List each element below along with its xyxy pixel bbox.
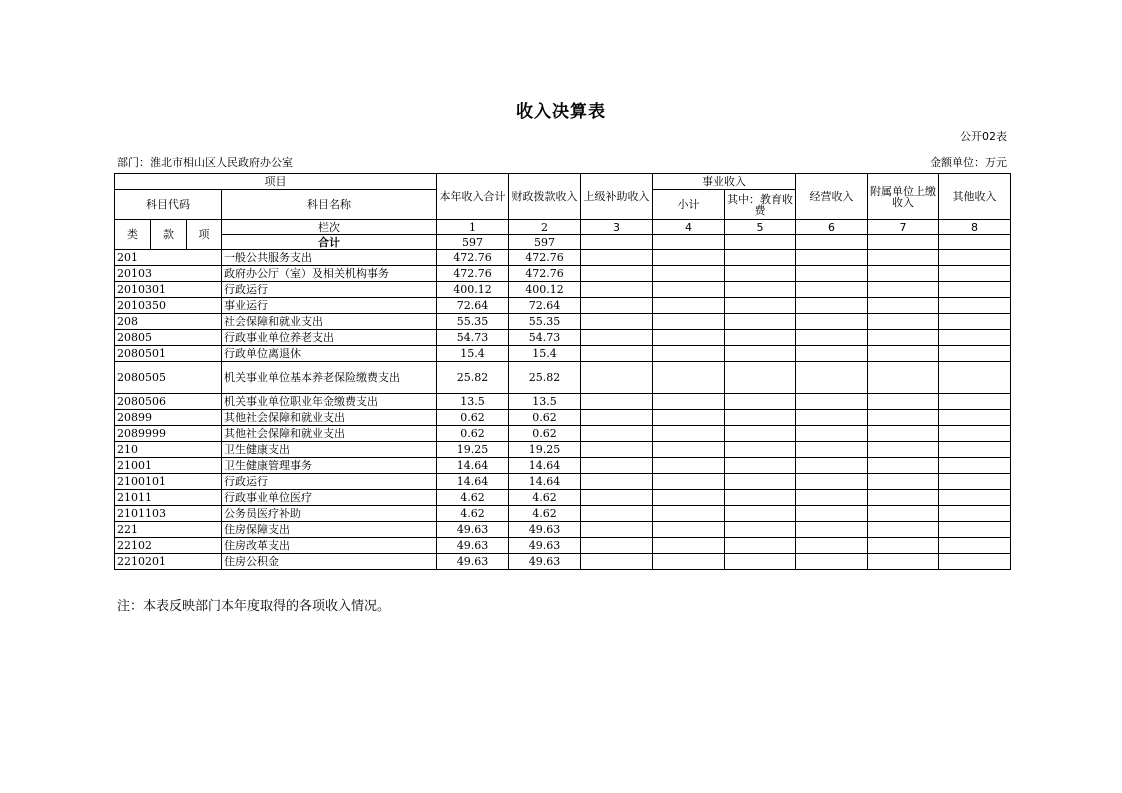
empty-cell bbox=[725, 362, 796, 394]
empty-cell bbox=[796, 410, 868, 426]
subject-name: 行政单位离退休 bbox=[222, 346, 437, 362]
subject-name: 住房公积金 bbox=[222, 554, 437, 570]
fiscal-value: 472.76 bbox=[509, 266, 581, 282]
empty-cell bbox=[581, 362, 653, 394]
empty-cell bbox=[868, 538, 939, 554]
empty-cell bbox=[868, 426, 939, 442]
empty-cell bbox=[581, 538, 653, 554]
table-row bbox=[115, 522, 1011, 538]
empty-cell bbox=[581, 490, 653, 506]
fiscal-value: 400.12 bbox=[509, 282, 581, 298]
empty-cell bbox=[653, 506, 725, 522]
table-row bbox=[115, 458, 1011, 474]
empty-cell bbox=[725, 330, 796, 346]
fiscal-value: 14.64 bbox=[509, 474, 581, 490]
empty-cell bbox=[868, 410, 939, 426]
table-row bbox=[115, 410, 1011, 426]
header-xiang: 项 bbox=[187, 220, 222, 250]
subject-name: 卫生健康管理事务 bbox=[222, 458, 437, 474]
empty-cell bbox=[939, 442, 1011, 458]
subject-name: 机关事业单位职业年金缴费支出 bbox=[222, 394, 437, 410]
empty-cell bbox=[939, 330, 1011, 346]
empty-cell bbox=[725, 266, 796, 282]
form-code: 公开02表 bbox=[960, 130, 1007, 143]
empty-cell bbox=[939, 314, 1011, 330]
empty-cell bbox=[868, 522, 939, 538]
table-row bbox=[115, 298, 1011, 314]
header-edu-fee: 其中：教育收费 bbox=[725, 190, 796, 220]
subject-code: 2080505 bbox=[115, 362, 222, 394]
subject-code: 2089999 bbox=[115, 426, 222, 442]
empty-cell bbox=[796, 250, 868, 266]
fiscal-value: 0.62 bbox=[509, 426, 581, 442]
empty-cell bbox=[939, 490, 1011, 506]
table-row bbox=[115, 442, 1011, 458]
empty-cell bbox=[653, 426, 725, 442]
fiscal-value: 49.63 bbox=[509, 538, 581, 554]
annual-total-value: 0.62 bbox=[437, 410, 509, 426]
empty-cell bbox=[653, 410, 725, 426]
empty-cell bbox=[653, 538, 725, 554]
subject-code: 2080501 bbox=[115, 346, 222, 362]
empty-cell bbox=[653, 394, 725, 410]
table-row bbox=[115, 474, 1011, 490]
subject-name: 社会保障和就业支出 bbox=[222, 314, 437, 330]
total-annual: 597 bbox=[437, 235, 509, 250]
empty-cell bbox=[725, 282, 796, 298]
fiscal-value: 25.82 bbox=[509, 362, 581, 394]
empty-cell bbox=[653, 282, 725, 298]
header-item: 项目 bbox=[115, 174, 437, 190]
subject-code: 210 bbox=[115, 442, 222, 458]
empty-cell bbox=[581, 442, 653, 458]
empty-cell bbox=[939, 282, 1011, 298]
empty-cell bbox=[939, 250, 1011, 266]
empty-cell bbox=[939, 394, 1011, 410]
annual-total-value: 472.76 bbox=[437, 250, 509, 266]
fiscal-value: 4.62 bbox=[509, 506, 581, 522]
annual-total-value: 15.4 bbox=[437, 346, 509, 362]
empty-cell bbox=[653, 250, 725, 266]
page-title: 收入决算表 bbox=[516, 102, 606, 122]
empty-cell bbox=[725, 314, 796, 330]
subject-name: 政府办公厅（室）及相关机构事务 bbox=[222, 266, 437, 282]
empty-cell bbox=[939, 426, 1011, 442]
empty-cell bbox=[939, 522, 1011, 538]
table-row bbox=[115, 314, 1011, 330]
unit-label: 金额单位：万元 bbox=[930, 156, 1007, 169]
annual-total-value: 14.64 bbox=[437, 458, 509, 474]
empty-cell bbox=[725, 298, 796, 314]
header-column-no: 栏次 bbox=[222, 220, 437, 235]
empty-cell bbox=[868, 314, 939, 330]
table-row bbox=[115, 426, 1011, 442]
empty-cell bbox=[796, 282, 868, 298]
annual-total-value: 0.62 bbox=[437, 426, 509, 442]
empty-cell bbox=[939, 474, 1011, 490]
fiscal-value: 19.25 bbox=[509, 442, 581, 458]
annual-total-value: 49.63 bbox=[437, 522, 509, 538]
empty-cell bbox=[581, 506, 653, 522]
empty-cell bbox=[725, 474, 796, 490]
subject-name: 公务员医疗补助 bbox=[222, 506, 437, 522]
fiscal-value: 15.4 bbox=[509, 346, 581, 362]
empty-cell bbox=[939, 506, 1011, 522]
empty-cell bbox=[725, 410, 796, 426]
empty-cell bbox=[796, 266, 868, 282]
table-row bbox=[115, 346, 1011, 362]
empty-cell bbox=[796, 522, 868, 538]
subject-name: 行政事业单位医疗 bbox=[222, 490, 437, 506]
empty-cell bbox=[939, 410, 1011, 426]
subject-code: 22102 bbox=[115, 538, 222, 554]
subject-code: 20805 bbox=[115, 330, 222, 346]
empty-cell bbox=[725, 394, 796, 410]
table-row bbox=[115, 538, 1011, 554]
empty-cell bbox=[581, 474, 653, 490]
table-row bbox=[115, 330, 1011, 346]
table-row bbox=[115, 506, 1011, 522]
empty-cell bbox=[796, 506, 868, 522]
fiscal-value: 49.63 bbox=[509, 554, 581, 570]
col-number: 6 bbox=[796, 220, 868, 235]
annual-total-value: 400.12 bbox=[437, 282, 509, 298]
empty-cell bbox=[653, 442, 725, 458]
empty-cell bbox=[796, 314, 868, 330]
empty-cell bbox=[868, 250, 939, 266]
empty-cell bbox=[796, 474, 868, 490]
annual-total-value: 4.62 bbox=[437, 506, 509, 522]
empty-cell bbox=[581, 266, 653, 282]
annual-total-value: 472.76 bbox=[437, 266, 509, 282]
header-annual-total: 本年收入合计 bbox=[437, 174, 509, 220]
empty-cell bbox=[581, 410, 653, 426]
empty-cell bbox=[653, 474, 725, 490]
subject-name: 行政运行 bbox=[222, 282, 437, 298]
empty-cell bbox=[725, 506, 796, 522]
subject-name: 机关事业单位基本养老保险缴费支出 bbox=[222, 362, 437, 394]
table-row bbox=[115, 266, 1011, 282]
empty-cell bbox=[796, 538, 868, 554]
empty-cell bbox=[796, 298, 868, 314]
empty-cell bbox=[725, 346, 796, 362]
subject-name: 一般公共服务支出 bbox=[222, 250, 437, 266]
empty-cell bbox=[581, 282, 653, 298]
empty-cell bbox=[653, 330, 725, 346]
empty-cell bbox=[868, 266, 939, 282]
fiscal-value: 0.62 bbox=[509, 410, 581, 426]
fiscal-value: 54.73 bbox=[509, 330, 581, 346]
empty-cell bbox=[796, 554, 868, 570]
empty-cell bbox=[653, 266, 725, 282]
annual-total-value: 25.82 bbox=[437, 362, 509, 394]
empty-cell bbox=[939, 554, 1011, 570]
table-row bbox=[115, 282, 1011, 298]
col-number: 2 bbox=[509, 220, 581, 235]
header-business: 事业收入 bbox=[653, 174, 796, 190]
subject-code: 21011 bbox=[115, 490, 222, 506]
empty-cell bbox=[581, 394, 653, 410]
empty-cell bbox=[653, 458, 725, 474]
empty-cell bbox=[653, 490, 725, 506]
empty-cell bbox=[868, 458, 939, 474]
empty-cell bbox=[725, 458, 796, 474]
col-number: 4 bbox=[653, 220, 725, 235]
empty-cell bbox=[581, 426, 653, 442]
empty-cell bbox=[939, 346, 1011, 362]
empty-cell bbox=[868, 474, 939, 490]
empty-cell bbox=[653, 346, 725, 362]
annual-total-value: 14.64 bbox=[437, 474, 509, 490]
header-fiscal: 财政拨款收入 bbox=[509, 174, 581, 220]
col-number: 8 bbox=[939, 220, 1011, 235]
empty-cell bbox=[868, 330, 939, 346]
table-row bbox=[115, 394, 1011, 410]
total-label: 合计 bbox=[222, 235, 437, 250]
subject-code: 221 bbox=[115, 522, 222, 538]
empty-cell bbox=[868, 490, 939, 506]
empty-cell bbox=[725, 538, 796, 554]
header-subject-name: 科目名称 bbox=[222, 190, 437, 220]
subject-code: 20899 bbox=[115, 410, 222, 426]
header-subtotal: 小计 bbox=[653, 190, 725, 220]
header-operating: 经营收入 bbox=[796, 174, 868, 220]
footnote: 注：本表反映部门本年度取得的各项收入情况。 bbox=[117, 599, 391, 614]
subject-name: 其他社会保障和就业支出 bbox=[222, 410, 437, 426]
department-label: 部门：淮北市相山区人民政府办公室 bbox=[117, 156, 293, 169]
table-row bbox=[115, 250, 1011, 266]
empty-cell bbox=[796, 394, 868, 410]
empty-cell bbox=[796, 426, 868, 442]
header-other: 其他收入 bbox=[939, 174, 1011, 220]
empty-cell bbox=[939, 362, 1011, 394]
table-row bbox=[115, 554, 1011, 570]
empty-cell bbox=[796, 362, 868, 394]
empty-cell bbox=[581, 330, 653, 346]
annual-total-value: 4.62 bbox=[437, 490, 509, 506]
header-affiliated: 附属单位上缴收入 bbox=[868, 174, 939, 220]
subject-code: 208 bbox=[115, 314, 222, 330]
empty-cell bbox=[868, 346, 939, 362]
subject-name: 事业运行 bbox=[222, 298, 437, 314]
table-body bbox=[115, 250, 1011, 570]
empty-cell bbox=[796, 330, 868, 346]
empty-cell bbox=[868, 506, 939, 522]
empty-cell bbox=[653, 554, 725, 570]
empty-cell bbox=[653, 314, 725, 330]
annual-total-value: 54.73 bbox=[437, 330, 509, 346]
empty-cell bbox=[581, 458, 653, 474]
empty-cell bbox=[868, 394, 939, 410]
empty-cell bbox=[868, 298, 939, 314]
annual-total-value: 49.63 bbox=[437, 554, 509, 570]
fiscal-value: 4.62 bbox=[509, 490, 581, 506]
fiscal-value: 14.64 bbox=[509, 458, 581, 474]
annual-total-value: 72.64 bbox=[437, 298, 509, 314]
subject-name: 住房保障支出 bbox=[222, 522, 437, 538]
col-number: 5 bbox=[725, 220, 796, 235]
empty-cell bbox=[581, 346, 653, 362]
subject-code: 201 bbox=[115, 250, 222, 266]
empty-cell bbox=[868, 282, 939, 298]
col-number: 3 bbox=[581, 220, 653, 235]
empty-cell bbox=[725, 442, 796, 458]
fiscal-value: 13.5 bbox=[509, 394, 581, 410]
empty-cell bbox=[868, 442, 939, 458]
subject-name: 住房改革支出 bbox=[222, 538, 437, 554]
subject-name: 行政运行 bbox=[222, 474, 437, 490]
empty-cell bbox=[581, 298, 653, 314]
subject-name: 行政事业单位养老支出 bbox=[222, 330, 437, 346]
table-row bbox=[115, 362, 1011, 394]
annual-total-value: 55.35 bbox=[437, 314, 509, 330]
empty-cell bbox=[796, 346, 868, 362]
table-row bbox=[115, 490, 1011, 506]
empty-cell bbox=[725, 554, 796, 570]
annual-total-value: 13.5 bbox=[437, 394, 509, 410]
fiscal-value: 72.64 bbox=[509, 298, 581, 314]
subject-name: 卫生健康支出 bbox=[222, 442, 437, 458]
subject-code: 2100101 bbox=[115, 474, 222, 490]
empty-cell bbox=[796, 458, 868, 474]
empty-cell bbox=[939, 298, 1011, 314]
empty-cell bbox=[653, 522, 725, 538]
empty-cell bbox=[581, 250, 653, 266]
header-subject-code: 科目代码 bbox=[115, 190, 222, 220]
fiscal-value: 472.76 bbox=[509, 250, 581, 266]
empty-cell bbox=[939, 538, 1011, 554]
subject-code: 2210201 bbox=[115, 554, 222, 570]
empty-cell bbox=[725, 490, 796, 506]
empty-cell bbox=[653, 298, 725, 314]
empty-cell bbox=[653, 362, 725, 394]
header-lei: 类 bbox=[115, 220, 151, 250]
empty-cell bbox=[725, 522, 796, 538]
subject-code: 20103 bbox=[115, 266, 222, 282]
fiscal-value: 55.35 bbox=[509, 314, 581, 330]
subject-code: 2101103 bbox=[115, 506, 222, 522]
empty-cell bbox=[725, 250, 796, 266]
income-table bbox=[114, 173, 1011, 570]
empty-cell bbox=[581, 314, 653, 330]
header-superior: 上级补助收入 bbox=[581, 174, 653, 220]
header-kuan: 款 bbox=[151, 220, 187, 250]
subject-name: 其他社会保障和就业支出 bbox=[222, 426, 437, 442]
empty-cell bbox=[581, 522, 653, 538]
empty-cell bbox=[725, 426, 796, 442]
annual-total-value: 49.63 bbox=[437, 538, 509, 554]
empty-cell bbox=[939, 266, 1011, 282]
subject-code: 2010301 bbox=[115, 282, 222, 298]
empty-cell bbox=[581, 554, 653, 570]
annual-total-value: 19.25 bbox=[437, 442, 509, 458]
empty-cell bbox=[796, 442, 868, 458]
total-fiscal: 597 bbox=[509, 235, 581, 250]
empty-cell bbox=[796, 490, 868, 506]
empty-cell bbox=[868, 554, 939, 570]
col-number: 1 bbox=[437, 220, 509, 235]
fiscal-value: 49.63 bbox=[509, 522, 581, 538]
empty-cell bbox=[939, 458, 1011, 474]
subject-code: 2010350 bbox=[115, 298, 222, 314]
col-number: 7 bbox=[868, 220, 939, 235]
subject-code: 21001 bbox=[115, 458, 222, 474]
empty-cell bbox=[868, 362, 939, 394]
subject-code: 2080506 bbox=[115, 394, 222, 410]
